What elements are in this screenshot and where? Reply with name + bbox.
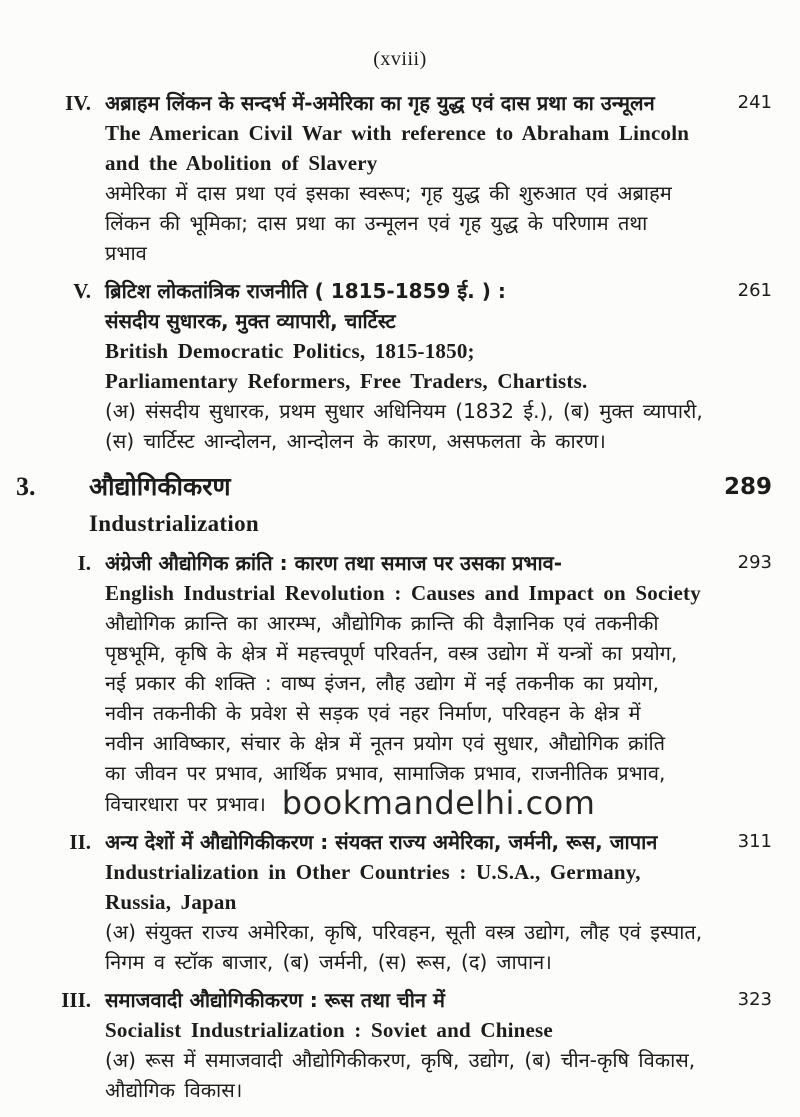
entry-title-english: The American Civil War with reference to Abraham Lincoln xyxy=(105,121,690,145)
entry-title-english: and the Abolition of Slavery xyxy=(105,151,378,175)
entry-description: (अ) संयुक्त राज्य अमेरिका, कृषि, परिवहन, सूती वस्त्र उद्योग, लौह एवं इस्पात, xyxy=(105,920,703,944)
entry-title-english: British Democratic Politics, 1815-1850; xyxy=(105,339,475,363)
entry-description: (स) चार्टिस्ट आन्दोलन, आन्दोलन के कारण, असफलता के कारण। xyxy=(105,429,606,453)
toc-entry-iii xyxy=(0,985,772,1105)
entry-description: नवीन तकनीकी के प्रवेश से सड़क एवं नहर निर्माण, परिवहन के क्षेत्र में xyxy=(105,701,641,725)
entry-page-number: 261 xyxy=(737,280,772,301)
entry-title-hindi: अंग्रेजी औद्योगिक क्रांति : कारण तथा समाज पर उसका प्रभाव- xyxy=(105,551,563,575)
entry-description: लिंकन की भूमिका; दास प्रथा का उन्मूलन एवं गृह युद्ध के परिणाम तथा xyxy=(105,211,648,235)
toc-entry-i xyxy=(0,548,772,822)
chapter-title-english: Industrialization xyxy=(89,511,259,536)
entry-title-hindi: अब्राहम लिंकन के सन्दर्भ में-अमेरिका का गृह युद्ध एवं दास प्रथा का उन्मूलन xyxy=(105,91,655,115)
entry-title-english: Socialist Industrialization : Soviet and Chinese xyxy=(105,1018,553,1042)
entry-description: नई प्रकार की शक्ति : वाष्प इंजन, लौह उद्योग में नई तकनीक का प्रयोग, xyxy=(105,671,660,695)
entry-description: विचारधारा पर प्रभाव। xyxy=(105,792,266,816)
chapter-heading xyxy=(0,468,772,542)
entry-description: का जीवन पर प्रभाव, आर्थिक प्रभाव, सामाजिक प्रभाव, राजनीतिक प्रभाव, xyxy=(105,761,666,785)
entry-description: (अ) रूस में समाजवादी औद्योगिकीकरण, कृषि, उद्योग, (ब) चीन-कृषि विकास, xyxy=(105,1048,696,1072)
entry-page-number: 311 xyxy=(737,831,772,852)
entry-number: V. xyxy=(73,279,91,303)
chapter-page-number: 289 xyxy=(723,474,772,500)
entry-title-hindi: समाजवादी औद्योगिकीकरण : रूस तथा चीन में xyxy=(105,988,445,1012)
chapter-number: 3. xyxy=(16,472,36,501)
watermark-text: bookmandelhi.com xyxy=(281,784,596,822)
entry-description: पृष्ठभूमि, कृषि के क्षेत्र में महत्त्वपूर्ण परिवर्तन, वस्त्र उद्योग में यन्त्रों का प्रयोग, xyxy=(105,641,678,665)
entry-description: प्रभाव xyxy=(105,241,147,265)
entry-description-last-line xyxy=(105,784,708,822)
entry-description: निगम व स्टॉक बाजार, (ब) जर्मनी, (स) रूस, (द) जापान। xyxy=(105,950,552,974)
entry-title-english: Industrialization in Other Countries : U.S.A., Germany, xyxy=(105,860,641,884)
entry-number: IV. xyxy=(65,91,91,115)
entry-subtitle-hindi: संसदीय सुधारक, मुक्त व्यापारी, चार्टिस्ट xyxy=(105,309,396,333)
entry-number: I. xyxy=(77,551,91,575)
toc-entry-iv xyxy=(0,88,772,268)
entry-title-hindi: अन्य देशों में औद्योगिकीकरण : संयक्त राज्य अमेरिका, जर्मनी, रूस, जापान xyxy=(105,830,658,854)
entry-description: अमेरिका में दास प्रथा एवं इसका स्वरूप; गृह युद्ध की शुरुआत एवं अब्राहम xyxy=(105,181,672,205)
entry-number: II. xyxy=(69,830,91,854)
chapter-title-hindi: औद्योगिकीकरण xyxy=(89,472,231,501)
entry-title-english: Parliamentary Reformers, Free Traders, Chartists. xyxy=(105,369,588,393)
page-number-header: (xviii) xyxy=(373,48,427,70)
entry-description: नवीन आविष्कार, संचार के क्षेत्र में नूतन प्रयोग एवं सुधार, औद्योगिक क्रांति xyxy=(105,731,666,755)
entry-number: III. xyxy=(61,988,91,1012)
entry-page-number: 323 xyxy=(737,989,772,1010)
toc-entry-ii xyxy=(0,827,772,977)
entry-description: औद्योगिक क्रान्ति का आरम्भ, औद्योगिक क्रान्ति की वैज्ञानिक एवं तकनीकी xyxy=(105,611,659,635)
entry-title-english: Russia, Japan xyxy=(105,890,237,914)
toc-entry-v xyxy=(0,276,772,456)
entry-page-number: 293 xyxy=(737,552,772,573)
entry-page-number: 241 xyxy=(737,92,772,113)
entry-description: (अ) संसदीय सुधारक, प्रथम सुधार अधिनियम (1832 ई.), (ब) मुक्त व्यापारी, xyxy=(105,399,703,423)
entry-description: औद्योगिक विकास। xyxy=(105,1078,243,1102)
entry-title-hindi: ब्रिटिश लोकतांत्रिक राजनीति ( 1815-1859 ई. ) : xyxy=(105,279,506,303)
entry-title-english: English Industrial Revolution : Causes and Impact on Society xyxy=(105,581,701,605)
